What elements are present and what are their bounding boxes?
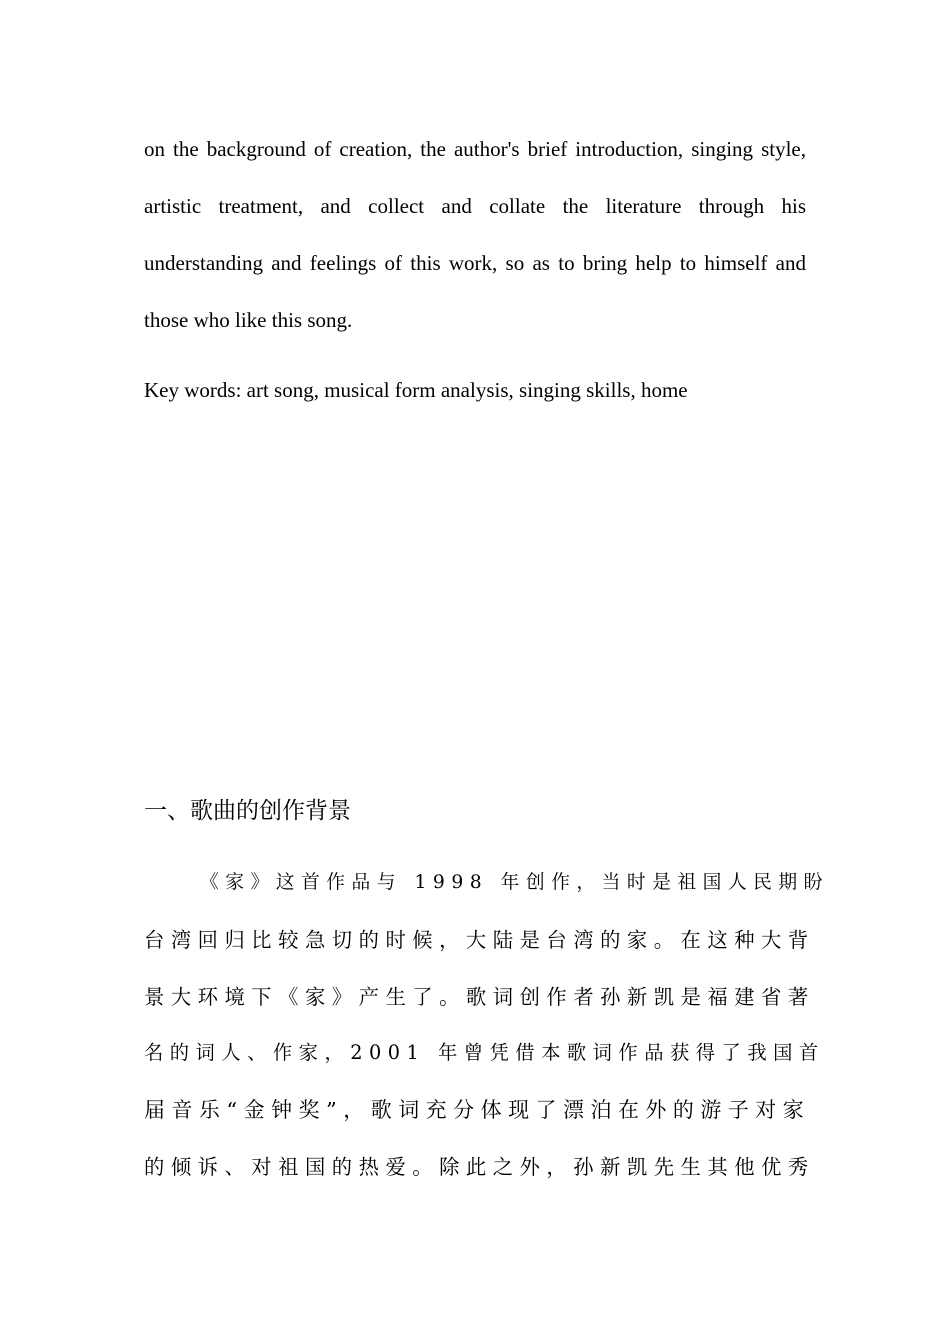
body-paragraph (144, 855, 829, 1196)
paragraph-line: 景大环境下《家》产生了。歌词创作者孙新凯是福建省著 (144, 984, 815, 1009)
paragraph-line: 《家》这首作品与 1998 年创作，当时是祖国人民期盼 (200, 872, 829, 893)
paragraph-line: 名的词人、作家，2001 年曾凭借本歌词作品获得了我国首 (144, 1041, 825, 1065)
section-heading: 一、歌曲的创作背景 (144, 798, 351, 824)
paragraph-line: 的倾诉、对祖国的热爱。除此之外，孙新凯先生其他优秀 (144, 1154, 815, 1179)
paragraph-line: 届音乐“金钟奖”，歌词充分体现了漂泊在外的游子对家 (144, 1098, 811, 1123)
keywords-line: Key words: art song, musical form analysis, singing skills, home (144, 378, 688, 402)
abstract-paragraph: on the background of creation, the author's brief introduction, singing style, artistic treatment, and collect and collate the literature through his understanding and feelings of this work, so as to bring help to himself and those who like this song. (144, 137, 806, 332)
paragraph-line: 台湾回归比较急切的时候，大陆是台湾的家。在这种大背 (144, 927, 815, 952)
